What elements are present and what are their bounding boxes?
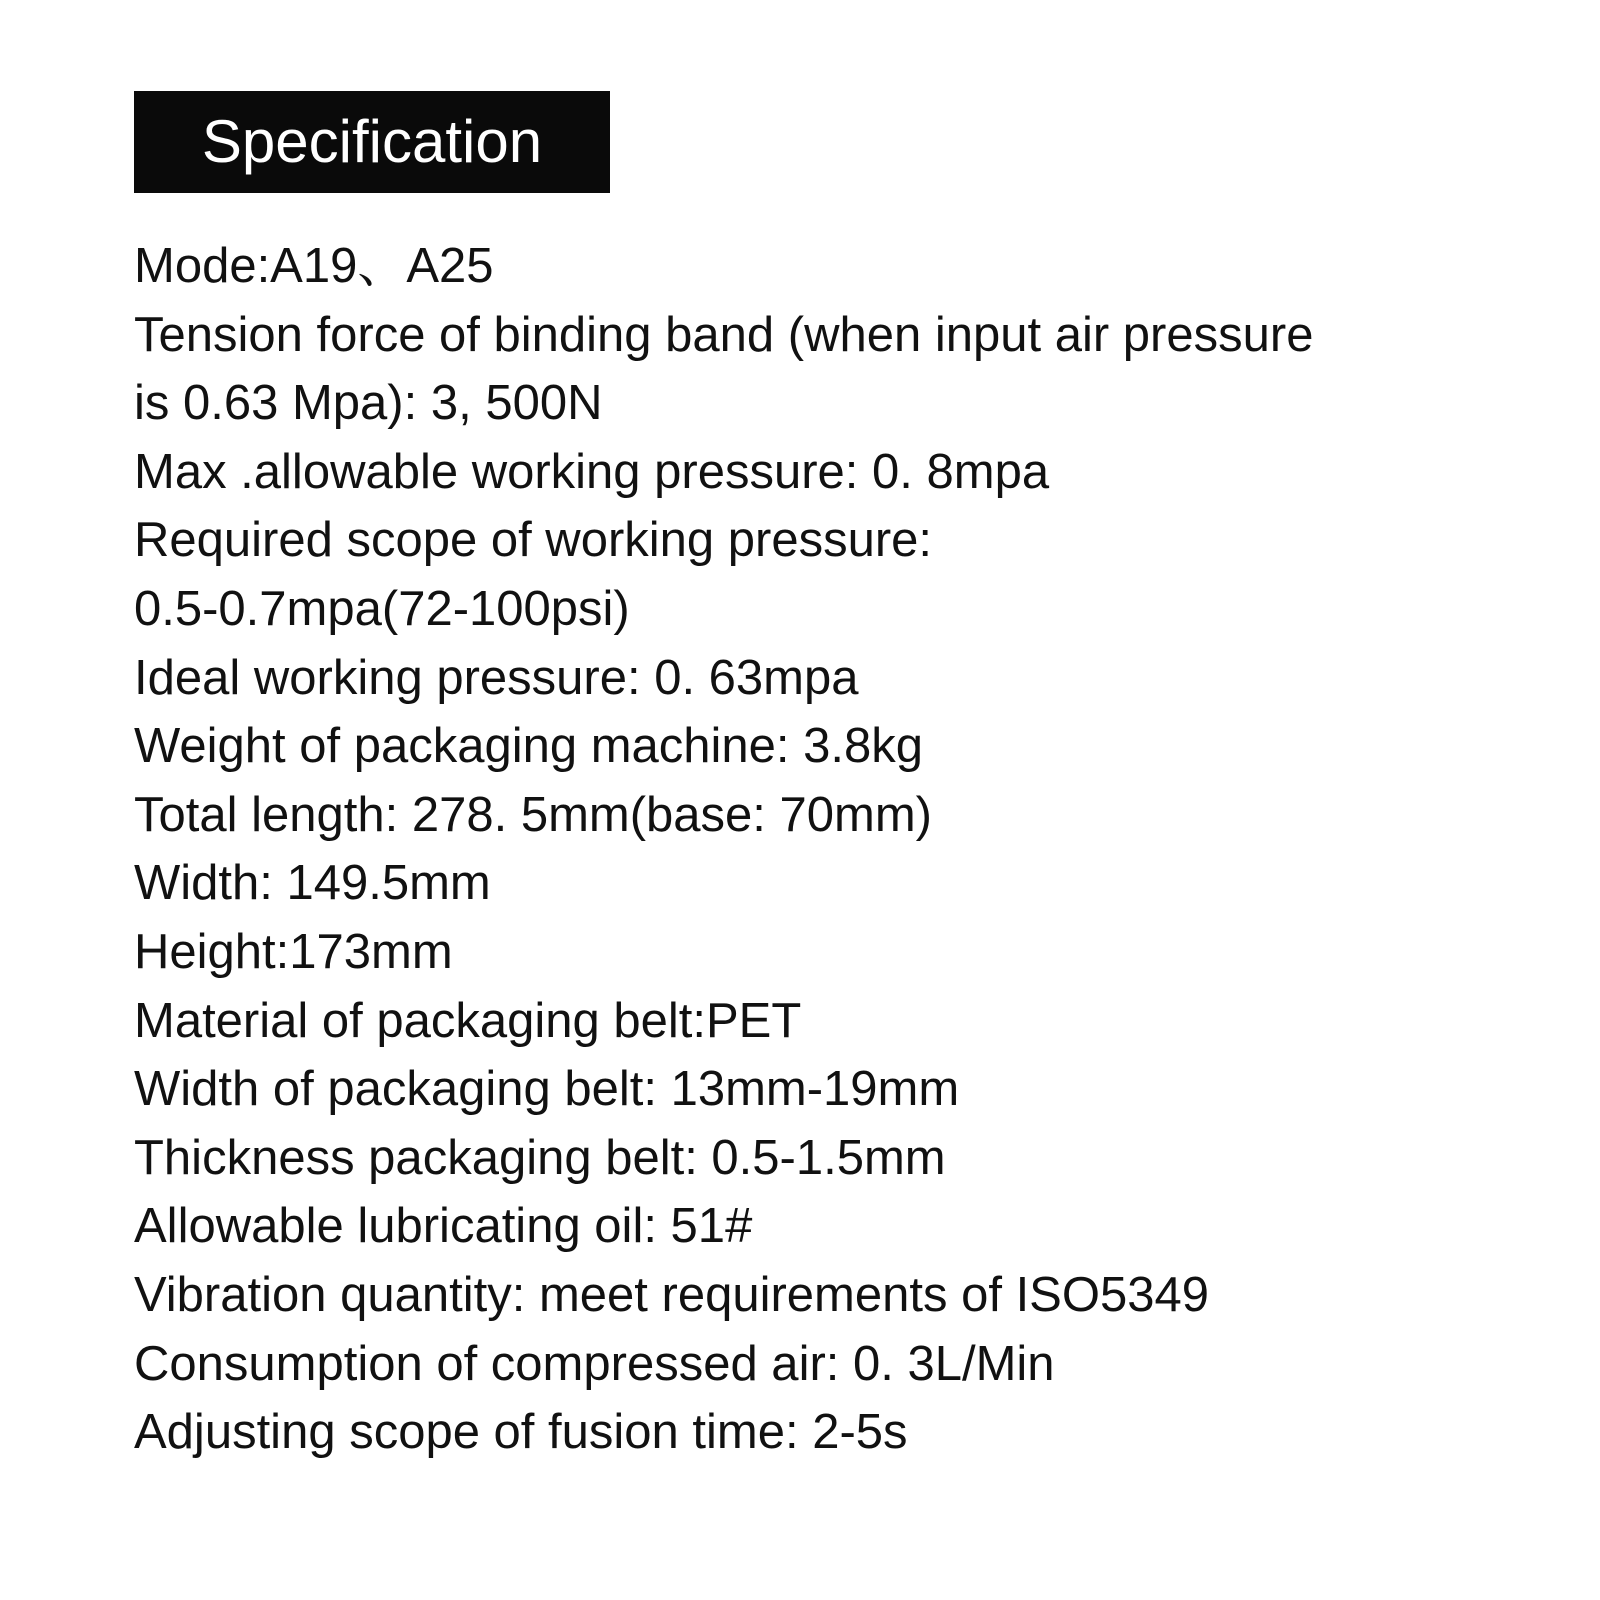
spec-line-lubricating-oil: Allowable lubricating oil: 51# (134, 1199, 753, 1254)
spec-line-ideal-pressure: Ideal working pressure: 0. 63mpa (134, 650, 859, 705)
page-title: Specification (201, 108, 543, 175)
specification-title-banner (134, 91, 610, 193)
spec-line-width: Width: 149.5mm (134, 856, 491, 911)
spec-line-tension-force-continued: is 0.63 Mpa): 3, 500N (134, 376, 603, 431)
spec-line-vibration: Vibration quantity: meet requirements of ISO5349 (134, 1267, 1209, 1322)
spec-line-air-consumption: Consumption of compressed air: 0. 3L/Min (134, 1336, 1055, 1391)
spec-line-belt-material: Material of packaging belt:PET (134, 993, 802, 1048)
spec-line-mode: Mode:A19、A25 (134, 239, 494, 293)
spec-line-height: Height:173mm (134, 924, 453, 979)
spec-line-total-length: Total length: 278. 5mm(base: 70mm) (134, 787, 932, 842)
spec-line-tension-force: Tension force of binding band (when input air pressure (134, 307, 1314, 362)
spec-line-weight: Weight of packaging machine: 3.8kg (134, 719, 924, 774)
spec-line-required-pressure-scope: Required scope of working pressure: (134, 513, 933, 568)
spec-line-fusion-time: Adjusting scope of fusion time: 2-5s (134, 1405, 908, 1460)
specification-list (134, 232, 1554, 1467)
spec-line-belt-width: Width of packaging belt: 13mm-19mm (134, 1062, 960, 1117)
spec-line-belt-thickness: Thickness packaging belt: 0.5-1.5mm (134, 1130, 946, 1185)
spec-line-required-pressure-range: 0.5-0.7mpa(72-100psi) (134, 581, 630, 636)
spec-line-max-working-pressure: Max .allowable working pressure: 0. 8mpa (134, 444, 1050, 499)
